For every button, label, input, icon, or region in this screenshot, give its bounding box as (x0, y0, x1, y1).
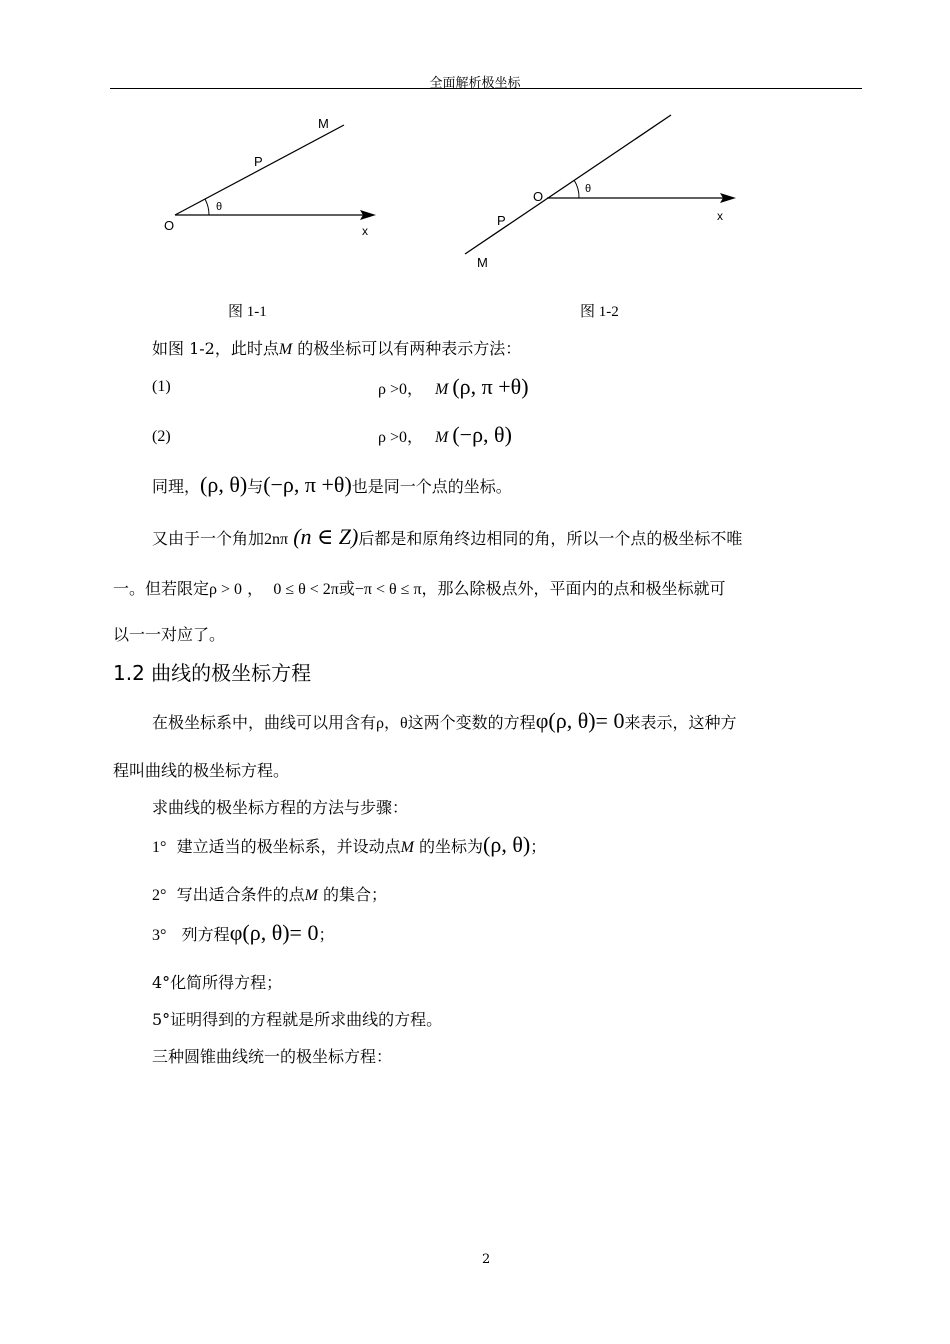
case-2-cond: ρ >0， (378, 429, 424, 446)
step-2-text-b: 的集合； (317, 885, 388, 904)
step-2-text: 写出适合条件的点 (176, 885, 305, 904)
para1-prefix: 如图 1-2，此时点 (152, 339, 279, 358)
step-3 (152, 920, 334, 946)
para2-prefix: 同理， (152, 477, 201, 496)
expr-2npi: 2nπ (264, 531, 289, 548)
paragraph-same-point (152, 472, 512, 498)
para3-text: 又由于一个角加 (152, 529, 265, 548)
equation-phi: φ(ρ, θ)= 0 (535, 708, 625, 733)
case-2-coord: (−ρ, θ) (452, 422, 512, 447)
label-x: x (362, 224, 368, 238)
para3-text-end: 后都是和原角终边相同的角，所以一个点的极坐标不唯 (358, 529, 743, 548)
page-number: 2 (482, 1252, 491, 1267)
step-1-text: 建立适当的极坐标系，并设动点 (176, 837, 401, 856)
label-O: O (533, 189, 544, 204)
case-1-coord: (ρ, π +θ) (452, 374, 529, 399)
para4-middle: 这两个变数的方程 (407, 713, 536, 732)
para2-coord-a: (ρ, θ) (200, 472, 248, 497)
range-0-2pi: 0 ≤ θ < 2π (273, 581, 339, 598)
ray-om (175, 125, 344, 215)
step-5: 5°证明得到的方程就是所求曲线的方程。 (152, 1010, 443, 1029)
case-1-label: (1) (152, 378, 171, 395)
range-neg-pi-pi: −π < θ ≤ π (354, 581, 422, 598)
para3-line2-end: ，那么除极点外，平面内的点和极坐标就可 (421, 579, 726, 598)
header-rule (110, 88, 862, 89)
case-2-M: M (435, 429, 449, 446)
label-M: M (477, 255, 488, 270)
point-M: M (278, 341, 293, 358)
angle-arc (205, 199, 209, 215)
para4-end: 来表示，这种方 (624, 713, 737, 732)
label-x: x (717, 209, 723, 223)
label-P: P (254, 154, 263, 169)
paragraph-definition-line1 (152, 708, 736, 734)
label-theta: θ (216, 201, 223, 213)
line-through-pole (465, 115, 671, 254)
step-1-number: 1° (152, 839, 167, 856)
para2-mid: 与 (247, 477, 264, 496)
step-1-end: ； (530, 837, 547, 856)
figure-1-2-caption: 图 1-2 (580, 304, 619, 320)
step-2 (152, 882, 387, 905)
closing-line: 三种圆锥曲线统一的极坐标方程： (152, 1047, 393, 1066)
label-P: P (497, 213, 506, 228)
step-4: 4°化简所得方程； (152, 973, 283, 992)
case-1-formula (378, 374, 529, 400)
step-3-equation: φ(ρ, θ)= 0 (229, 920, 319, 945)
step-3-end: ； (318, 925, 335, 944)
step-1 (152, 832, 546, 858)
steps-intro: 求曲线的极坐标方程的方法与步骤： (152, 798, 409, 817)
rho-positive: ρ > 0 (209, 581, 243, 598)
para2-coord-b: (−ρ, π +θ) (263, 472, 352, 497)
para4-start: 在极坐标系中，曲线可以用含有 (152, 713, 377, 732)
label-theta: θ (585, 183, 592, 195)
para1-suffix: 的极坐标可以有两种表示方法： (292, 339, 522, 358)
paragraph-uniqueness-line2 (113, 576, 726, 599)
step-3-number: 3° (152, 927, 167, 944)
step-3-text: 列方程 (181, 925, 230, 944)
para2-suffix: 也是同一个点的坐标。 (351, 477, 512, 496)
step-1-text-b: 的坐标为 (413, 837, 484, 856)
step-2-M: M (304, 887, 318, 904)
vars-rho-theta: ρ，θ (376, 715, 408, 732)
label-M: M (318, 116, 329, 131)
figure-1-2 (455, 108, 755, 273)
case-2-label: (2) (152, 428, 171, 445)
section-heading: 1.2 曲线的极坐标方程 (113, 661, 312, 685)
para3-or: 或 (338, 579, 355, 598)
step-1-coord: (ρ, θ) (483, 832, 531, 857)
paragraph-uniqueness-line3: 以一一对应了。 (113, 625, 226, 644)
angle-arc (574, 180, 579, 198)
case-1-cond: ρ >0， (378, 381, 424, 398)
paragraph-intro (152, 336, 521, 359)
cond-n-in-z: (n ∈ Z) (293, 524, 359, 549)
paragraph-definition-line2: 程叫曲线的极坐标方程。 (113, 761, 290, 780)
figure-1-1 (150, 110, 390, 250)
step-1-M: M (400, 839, 414, 856)
case-2-formula (378, 422, 512, 448)
label-O: O (164, 218, 175, 233)
running-header: 全面解析极坐标 (429, 76, 521, 91)
para3-line2-start: 一。但若限定 (113, 579, 210, 598)
case-1-M: M (435, 381, 449, 398)
figure-1-1-caption: 图 1-1 (228, 304, 267, 320)
para3-comma: ， (247, 579, 264, 598)
paragraph-uniqueness-line1 (152, 524, 742, 550)
step-2-number: 2° (152, 887, 167, 904)
